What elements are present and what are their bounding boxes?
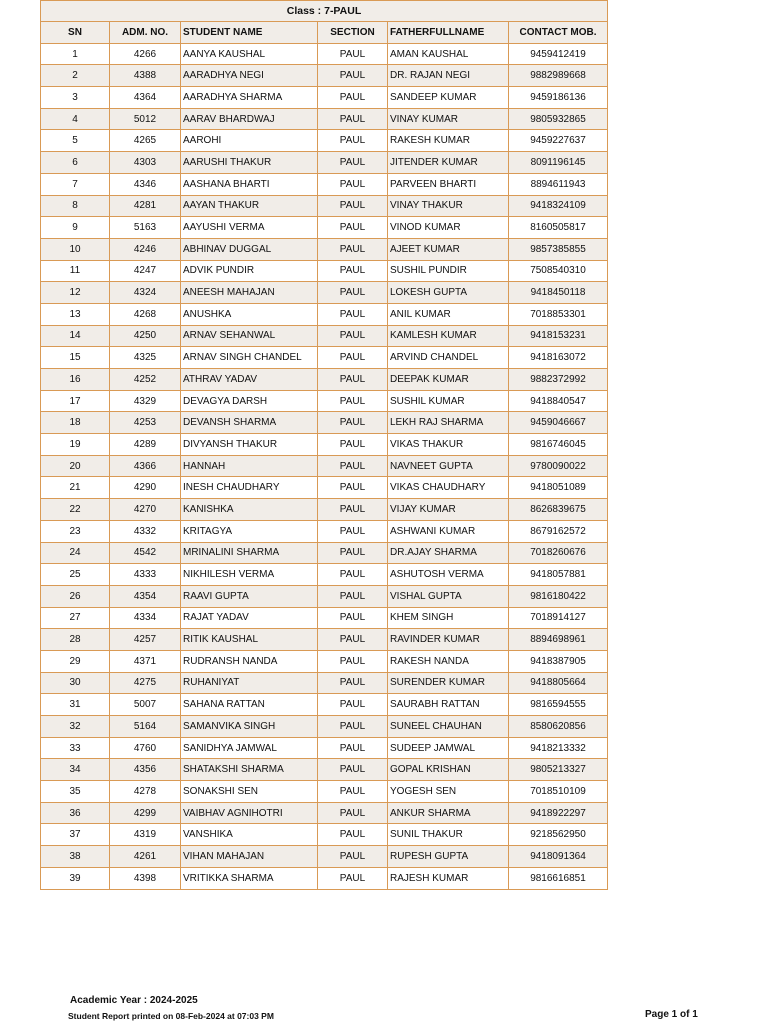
cell-adm-no: 4265: [110, 130, 181, 152]
cell-section: PAUL: [318, 238, 388, 260]
cell-adm-no: 5164: [110, 716, 181, 738]
cell-contact: 9459186136: [509, 87, 608, 109]
cell-sn: 15: [41, 347, 110, 369]
cell-section: PAUL: [318, 87, 388, 109]
cell-student-name: VRITIKKA SHARMA: [181, 867, 318, 889]
cell-student-name: AARADHYA SHARMA: [181, 87, 318, 109]
cell-section: PAUL: [318, 824, 388, 846]
cell-adm-no: 4303: [110, 152, 181, 174]
cell-student-name: RAAVI GUPTA: [181, 585, 318, 607]
cell-contact: 9459412419: [509, 43, 608, 65]
cell-section: PAUL: [318, 867, 388, 889]
table-row: [41, 369, 608, 391]
cell-contact: 8626839675: [509, 499, 608, 521]
cell-father-name: VIKAS THAKUR: [388, 434, 509, 456]
cell-sn: 26: [41, 585, 110, 607]
cell-contact: 9816616851: [509, 867, 608, 889]
cell-section: PAUL: [318, 672, 388, 694]
cell-student-name: MRINALINI SHARMA: [181, 542, 318, 564]
cell-sn: 6: [41, 152, 110, 174]
cell-adm-no: 4356: [110, 759, 181, 781]
cell-sn: 8: [41, 195, 110, 217]
cell-father-name: ASHUTOSH VERMA: [388, 564, 509, 586]
table-row: [41, 564, 608, 586]
cell-sn: 20: [41, 455, 110, 477]
cell-section: PAUL: [318, 369, 388, 391]
cell-father-name: RAKESH KUMAR: [388, 130, 509, 152]
cell-student-name: VIHAN MAHAJAN: [181, 846, 318, 868]
col-header-father-name: FATHERFULLNAME: [388, 22, 509, 44]
cell-student-name: DEVANSH SHARMA: [181, 412, 318, 434]
cell-adm-no: 4253: [110, 412, 181, 434]
cell-adm-no: 4325: [110, 347, 181, 369]
table-row: [41, 195, 608, 217]
cell-student-name: ARNAV SINGH CHANDEL: [181, 347, 318, 369]
cell-contact: 9805213327: [509, 759, 608, 781]
table-row: [41, 260, 608, 282]
cell-section: PAUL: [318, 737, 388, 759]
cell-father-name: VIKAS CHAUDHARY: [388, 477, 509, 499]
cell-student-name: AARAV BHARDWAJ: [181, 108, 318, 130]
cell-sn: 19: [41, 434, 110, 456]
cell-section: PAUL: [318, 412, 388, 434]
cell-contact: 9459227637: [509, 130, 608, 152]
cell-father-name: SAURABH RATTAN: [388, 694, 509, 716]
cell-adm-no: 4329: [110, 390, 181, 412]
cell-sn: 31: [41, 694, 110, 716]
cell-student-name: INESH CHAUDHARY: [181, 477, 318, 499]
cell-student-name: DIVYANSH THAKUR: [181, 434, 318, 456]
cell-sn: 7: [41, 173, 110, 195]
cell-father-name: DEEPAK KUMAR: [388, 369, 509, 391]
table-row: [41, 303, 608, 325]
cell-section: PAUL: [318, 759, 388, 781]
cell-adm-no: 4333: [110, 564, 181, 586]
cell-student-name: SAHANA RATTAN: [181, 694, 318, 716]
cell-contact: 8160505817: [509, 217, 608, 239]
cell-contact: 9418163072: [509, 347, 608, 369]
cell-section: PAUL: [318, 629, 388, 651]
cell-student-name: AAROHI: [181, 130, 318, 152]
cell-sn: 37: [41, 824, 110, 846]
cell-sn: 3: [41, 87, 110, 109]
cell-father-name: ANIL KUMAR: [388, 303, 509, 325]
cell-student-name: RITIK KAUSHAL: [181, 629, 318, 651]
cell-contact: 9816594555: [509, 694, 608, 716]
cell-contact: 9418387905: [509, 650, 608, 672]
cell-contact: 7018260676: [509, 542, 608, 564]
cell-adm-no: 4332: [110, 520, 181, 542]
cell-contact: 9418922297: [509, 802, 608, 824]
cell-contact: 9857385855: [509, 238, 608, 260]
cell-father-name: GOPAL KRISHAN: [388, 759, 509, 781]
cell-section: PAUL: [318, 694, 388, 716]
cell-contact: 7018914127: [509, 607, 608, 629]
cell-contact: 9418213332: [509, 737, 608, 759]
cell-adm-no: 5007: [110, 694, 181, 716]
table-row: [41, 737, 608, 759]
cell-section: PAUL: [318, 585, 388, 607]
cell-adm-no: 4250: [110, 325, 181, 347]
cell-adm-no: 4398: [110, 867, 181, 889]
cell-contact: 9418450118: [509, 282, 608, 304]
cell-sn: 34: [41, 759, 110, 781]
table-row: [41, 716, 608, 738]
table-row: [41, 130, 608, 152]
cell-adm-no: 5163: [110, 217, 181, 239]
cell-adm-no: 4261: [110, 846, 181, 868]
cell-section: PAUL: [318, 347, 388, 369]
cell-section: PAUL: [318, 108, 388, 130]
table-row: [41, 867, 608, 889]
cell-student-name: ANEESH MAHAJAN: [181, 282, 318, 304]
cell-adm-no: 4268: [110, 303, 181, 325]
cell-student-name: AAYUSHI VERMA: [181, 217, 318, 239]
col-header-section: SECTION: [318, 22, 388, 44]
table-row: [41, 217, 608, 239]
cell-section: PAUL: [318, 520, 388, 542]
cell-section: PAUL: [318, 390, 388, 412]
cell-contact: 8894611943: [509, 173, 608, 195]
cell-contact: 9805932865: [509, 108, 608, 130]
table-row: [41, 412, 608, 434]
cell-sn: 28: [41, 629, 110, 651]
cell-contact: 9780090022: [509, 455, 608, 477]
cell-student-name: DEVAGYA DARSH: [181, 390, 318, 412]
cell-father-name: ARVIND CHANDEL: [388, 347, 509, 369]
cell-section: PAUL: [318, 65, 388, 87]
cell-sn: 38: [41, 846, 110, 868]
cell-contact: 9418805664: [509, 672, 608, 694]
table-row: [41, 282, 608, 304]
cell-father-name: KHEM SINGH: [388, 607, 509, 629]
cell-section: PAUL: [318, 43, 388, 65]
cell-section: PAUL: [318, 217, 388, 239]
cell-sn: 9: [41, 217, 110, 239]
class-title-row: [41, 1, 608, 22]
cell-section: PAUL: [318, 303, 388, 325]
table-row: [41, 585, 608, 607]
cell-father-name: SUNEEL CHAUHAN: [388, 716, 509, 738]
cell-sn: 2: [41, 65, 110, 87]
cell-adm-no: 4371: [110, 650, 181, 672]
cell-sn: 30: [41, 672, 110, 694]
cell-father-name: SANDEEP KUMAR: [388, 87, 509, 109]
cell-adm-no: 4388: [110, 65, 181, 87]
cell-student-name: AAYAN THAKUR: [181, 195, 318, 217]
cell-father-name: LEKH RAJ SHARMA: [388, 412, 509, 434]
cell-father-name: KAMLESH KUMAR: [388, 325, 509, 347]
cell-father-name: SUDEEP JAMWAL: [388, 737, 509, 759]
cell-student-name: VANSHIKA: [181, 824, 318, 846]
cell-section: PAUL: [318, 607, 388, 629]
cell-adm-no: 4257: [110, 629, 181, 651]
cell-father-name: YOGESH SEN: [388, 781, 509, 803]
cell-sn: 33: [41, 737, 110, 759]
cell-father-name: VINAY THAKUR: [388, 195, 509, 217]
table-row: [41, 672, 608, 694]
cell-sn: 27: [41, 607, 110, 629]
table-row: [41, 607, 608, 629]
table-row: [41, 520, 608, 542]
cell-student-name: RUHANIYAT: [181, 672, 318, 694]
cell-adm-no: 4364: [110, 87, 181, 109]
cell-adm-no: 4290: [110, 477, 181, 499]
cell-adm-no: 4281: [110, 195, 181, 217]
table-row: [41, 759, 608, 781]
table-row: [41, 325, 608, 347]
cell-father-name: JITENDER KUMAR: [388, 152, 509, 174]
cell-father-name: SUSHIL KUMAR: [388, 390, 509, 412]
cell-contact: 9418840547: [509, 390, 608, 412]
cell-father-name: RAKESH NANDA: [388, 650, 509, 672]
cell-section: PAUL: [318, 173, 388, 195]
cell-section: PAUL: [318, 282, 388, 304]
cell-student-name: AARADHYA NEGI: [181, 65, 318, 87]
cell-sn: 36: [41, 802, 110, 824]
cell-contact: 9882989668: [509, 65, 608, 87]
col-header-sn: SN: [41, 22, 110, 44]
page-number: Page 1 of 1: [645, 1009, 698, 1020]
table-row: [41, 347, 608, 369]
cell-father-name: VINAY KUMAR: [388, 108, 509, 130]
cell-contact: 7018853301: [509, 303, 608, 325]
cell-contact: 9418324109: [509, 195, 608, 217]
cell-sn: 23: [41, 520, 110, 542]
cell-student-name: RAJAT YADAV: [181, 607, 318, 629]
cell-section: PAUL: [318, 542, 388, 564]
cell-adm-no: 4289: [110, 434, 181, 456]
table-row: [41, 152, 608, 174]
table-row: [41, 238, 608, 260]
cell-sn: 17: [41, 390, 110, 412]
academic-year: Academic Year : 2024-2025: [70, 995, 198, 1006]
cell-adm-no: 4266: [110, 43, 181, 65]
table-row: [41, 694, 608, 716]
cell-sn: 16: [41, 369, 110, 391]
student-report-table: [40, 0, 608, 890]
cell-father-name: VIJAY KUMAR: [388, 499, 509, 521]
cell-adm-no: 5012: [110, 108, 181, 130]
cell-contact: 8580620856: [509, 716, 608, 738]
cell-contact: 9816180422: [509, 585, 608, 607]
cell-student-name: HANNAH: [181, 455, 318, 477]
cell-section: PAUL: [318, 477, 388, 499]
cell-section: PAUL: [318, 564, 388, 586]
cell-father-name: AMAN KAUSHAL: [388, 43, 509, 65]
cell-adm-no: 4542: [110, 542, 181, 564]
cell-contact: 9459046667: [509, 412, 608, 434]
cell-student-name: KANISHKA: [181, 499, 318, 521]
cell-adm-no: 4346: [110, 173, 181, 195]
cell-sn: 11: [41, 260, 110, 282]
table-row: [41, 846, 608, 868]
cell-contact: 9816746045: [509, 434, 608, 456]
table-row: [41, 65, 608, 87]
cell-section: PAUL: [318, 781, 388, 803]
cell-father-name: SUSHIL PUNDIR: [388, 260, 509, 282]
cell-adm-no: 4278: [110, 781, 181, 803]
cell-contact: 9418091364: [509, 846, 608, 868]
cell-father-name: RAVINDER KUMAR: [388, 629, 509, 651]
cell-sn: 39: [41, 867, 110, 889]
cell-sn: 13: [41, 303, 110, 325]
col-header-student-name: STUDENT NAME: [181, 22, 318, 44]
cell-student-name: ABHINAV DUGGAL: [181, 238, 318, 260]
cell-section: PAUL: [318, 846, 388, 868]
cell-student-name: RUDRANSH NANDA: [181, 650, 318, 672]
cell-section: PAUL: [318, 325, 388, 347]
cell-student-name: SONAKSHI SEN: [181, 781, 318, 803]
cell-student-name: SHATAKSHI SHARMA: [181, 759, 318, 781]
table-row: [41, 802, 608, 824]
cell-sn: 32: [41, 716, 110, 738]
cell-section: PAUL: [318, 195, 388, 217]
cell-contact: 9418153231: [509, 325, 608, 347]
cell-contact: 9418051089: [509, 477, 608, 499]
table-row: [41, 477, 608, 499]
cell-section: PAUL: [318, 499, 388, 521]
cell-father-name: ASHWANI KUMAR: [388, 520, 509, 542]
cell-student-name: ANUSHKA: [181, 303, 318, 325]
table-row: [41, 781, 608, 803]
cell-sn: 22: [41, 499, 110, 521]
table-body: [41, 43, 608, 889]
table-row: [41, 108, 608, 130]
cell-father-name: SURENDER KUMAR: [388, 672, 509, 694]
cell-father-name: PARVEEN BHARTI: [388, 173, 509, 195]
cell-student-name: ADVIK PUNDIR: [181, 260, 318, 282]
cell-contact: 8091196145: [509, 152, 608, 174]
cell-father-name: AJEET KUMAR: [388, 238, 509, 260]
cell-adm-no: 4760: [110, 737, 181, 759]
table-row: [41, 87, 608, 109]
cell-contact: 8679162572: [509, 520, 608, 542]
cell-father-name: VISHAL GUPTA: [388, 585, 509, 607]
cell-father-name: ANKUR SHARMA: [388, 802, 509, 824]
cell-father-name: VINOD KUMAR: [388, 217, 509, 239]
cell-adm-no: 4354: [110, 585, 181, 607]
table-row: [41, 434, 608, 456]
cell-sn: 29: [41, 650, 110, 672]
class-title: Class : 7-PAUL: [41, 1, 608, 22]
cell-sn: 12: [41, 282, 110, 304]
cell-sn: 4: [41, 108, 110, 130]
col-header-adm-no: ADM. NO.: [110, 22, 181, 44]
cell-sn: 21: [41, 477, 110, 499]
cell-section: PAUL: [318, 716, 388, 738]
printed-info: Student Report printed on 08-Feb-2024 at 07:03 PM: [68, 1011, 274, 1021]
table-row: [41, 824, 608, 846]
cell-sn: 14: [41, 325, 110, 347]
cell-adm-no: 4246: [110, 238, 181, 260]
cell-contact: 9882372992: [509, 369, 608, 391]
cell-father-name: RUPESH GUPTA: [388, 846, 509, 868]
cell-adm-no: 4270: [110, 499, 181, 521]
table-row: [41, 650, 608, 672]
cell-adm-no: 4324: [110, 282, 181, 304]
table-row: [41, 629, 608, 651]
table-row: [41, 499, 608, 521]
cell-section: PAUL: [318, 455, 388, 477]
cell-sn: 25: [41, 564, 110, 586]
cell-student-name: ATHRAV YADAV: [181, 369, 318, 391]
cell-section: PAUL: [318, 152, 388, 174]
cell-adm-no: 4334: [110, 607, 181, 629]
cell-father-name: RAJESH KUMAR: [388, 867, 509, 889]
cell-adm-no: 4319: [110, 824, 181, 846]
cell-father-name: LOKESH GUPTA: [388, 282, 509, 304]
cell-adm-no: 4299: [110, 802, 181, 824]
cell-student-name: ARNAV SEHANWAL: [181, 325, 318, 347]
table-header-row: [41, 22, 608, 44]
cell-student-name: AARUSHI THAKUR: [181, 152, 318, 174]
cell-sn: 35: [41, 781, 110, 803]
cell-contact: 7018510109: [509, 781, 608, 803]
col-header-contact: CONTACT MOB.: [509, 22, 608, 44]
cell-student-name: SANIDHYA JAMWAL: [181, 737, 318, 759]
cell-section: PAUL: [318, 130, 388, 152]
cell-contact: 9218562950: [509, 824, 608, 846]
cell-contact: 8894698961: [509, 629, 608, 651]
cell-section: PAUL: [318, 650, 388, 672]
cell-sn: 1: [41, 43, 110, 65]
cell-section: PAUL: [318, 802, 388, 824]
cell-father-name: SUNIL THAKUR: [388, 824, 509, 846]
table-row: [41, 173, 608, 195]
cell-student-name: KRITAGYA: [181, 520, 318, 542]
cell-sn: 24: [41, 542, 110, 564]
cell-sn: 5: [41, 130, 110, 152]
cell-section: PAUL: [318, 260, 388, 282]
cell-student-name: NIKHILESH VERMA: [181, 564, 318, 586]
table-row: [41, 390, 608, 412]
cell-section: PAUL: [318, 434, 388, 456]
cell-contact: 9418057881: [509, 564, 608, 586]
cell-adm-no: 4252: [110, 369, 181, 391]
cell-student-name: AASHANA BHARTI: [181, 173, 318, 195]
table-row: [41, 455, 608, 477]
cell-father-name: DR. RAJAN NEGI: [388, 65, 509, 87]
cell-adm-no: 4366: [110, 455, 181, 477]
table-row: [41, 542, 608, 564]
cell-student-name: SAMANVIKA SINGH: [181, 716, 318, 738]
cell-father-name: DR.AJAY SHARMA: [388, 542, 509, 564]
table-row: [41, 43, 608, 65]
cell-father-name: NAVNEET GUPTA: [388, 455, 509, 477]
cell-student-name: VAIBHAV AGNIHOTRI: [181, 802, 318, 824]
cell-student-name: AANYA KAUSHAL: [181, 43, 318, 65]
cell-adm-no: 4275: [110, 672, 181, 694]
cell-contact: 7508540310: [509, 260, 608, 282]
cell-sn: 10: [41, 238, 110, 260]
cell-sn: 18: [41, 412, 110, 434]
cell-adm-no: 4247: [110, 260, 181, 282]
